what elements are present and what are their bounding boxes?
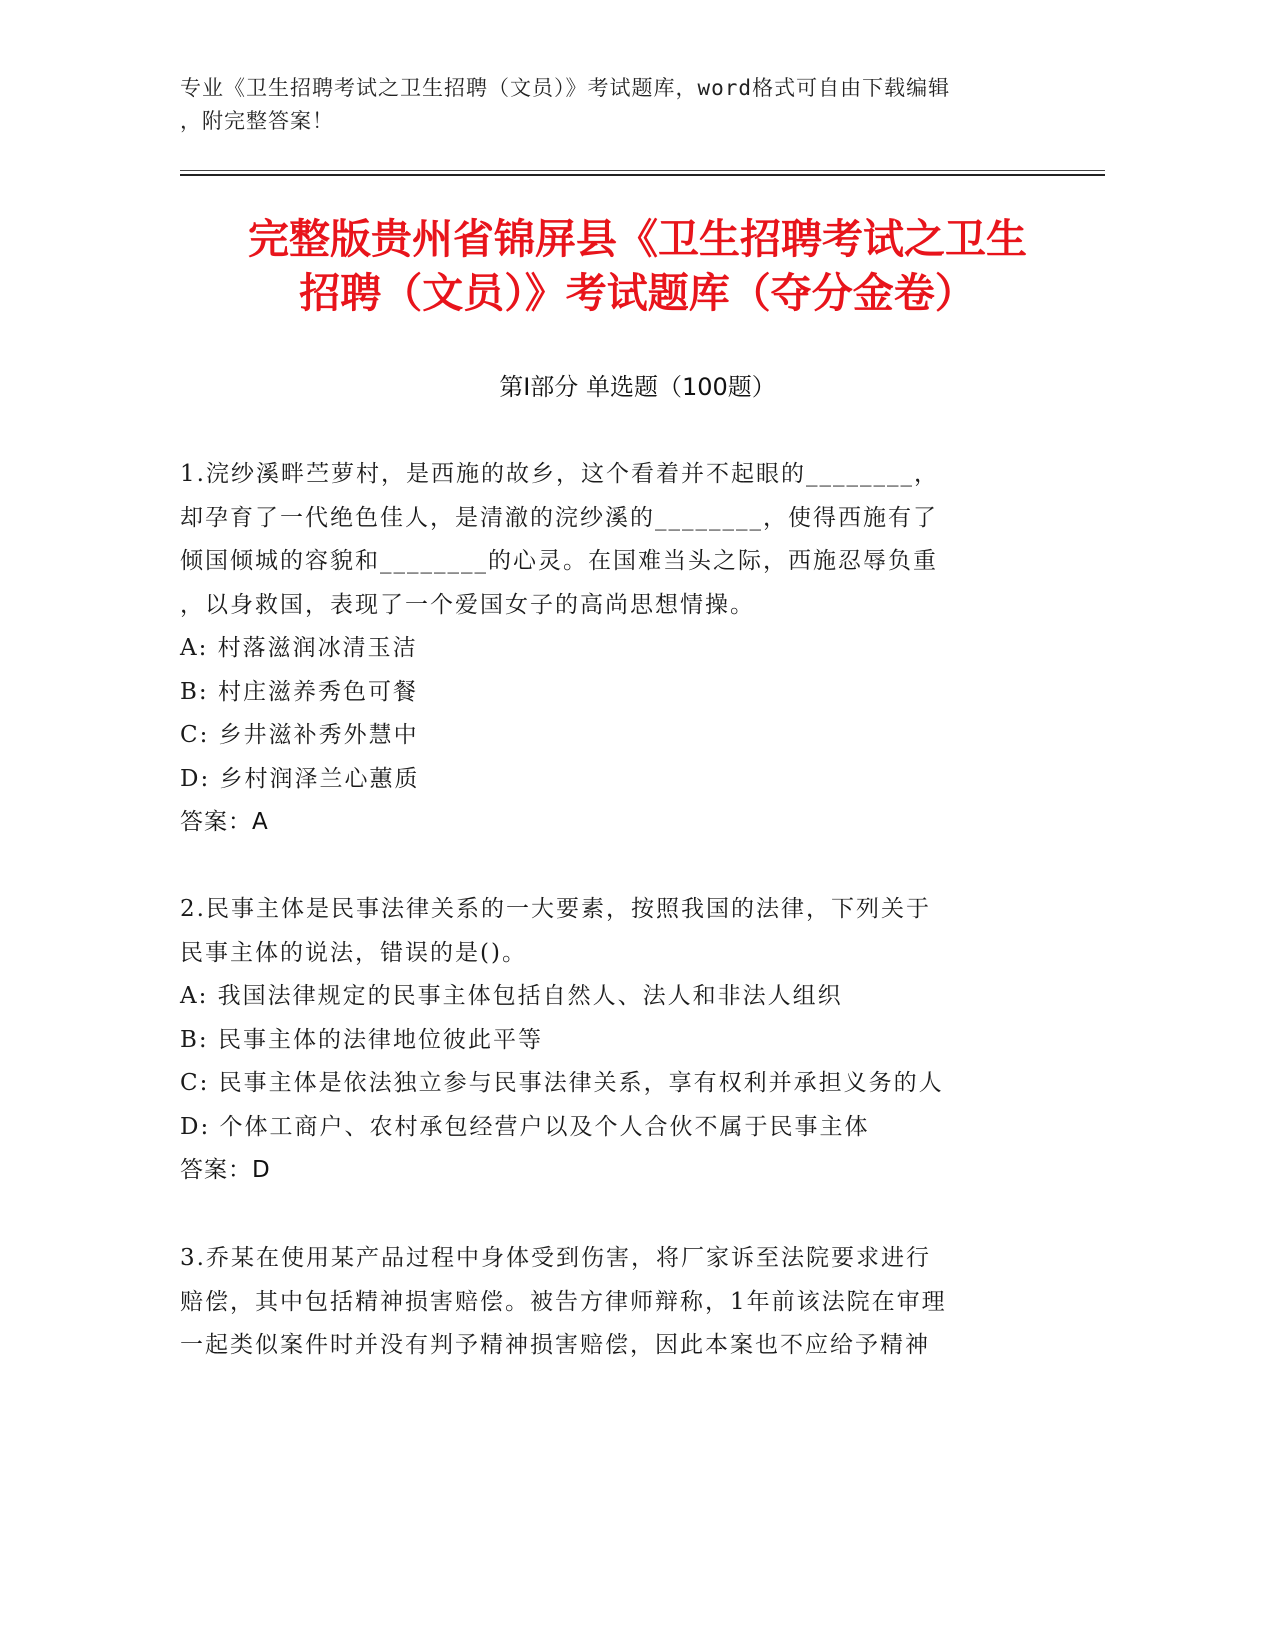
option-c: C: 民事主体是依法独立参与民事法律关系，享有权利并承担义务的人	[180, 1070, 944, 1096]
option-b: B: 民事主体的法律地位彼此平等	[180, 1026, 543, 1053]
question-1	[180, 453, 1050, 845]
question-stem-line: ，以身救国，表现了一个爱国女子的高尚思想情操。	[180, 591, 755, 618]
header-note-line: ，附完整答案！	[180, 109, 334, 133]
question-stem-line: 赔偿，其中包括精神损害赔偿。被告方律师辩称，1年前该法院在审理	[180, 1288, 947, 1315]
header-note-line: 专业《卫生招聘考试之卫生招聘（文员）》考试题库，word格式可自由下载编辑	[180, 76, 951, 100]
option-d: D: 乡村润泽兰心蕙质	[180, 765, 420, 792]
option-d: D: 个体工商户、农村承包经营户以及个人合伙不属于民事主体	[180, 1113, 870, 1140]
title-line: 招聘（文员）》考试题库（夺分金卷）	[299, 269, 976, 317]
answer-line: 答案：D	[180, 1157, 271, 1183]
title-line: 完整版贵州省锦屏县《卫生招聘考试之卫生	[248, 215, 1027, 263]
section-heading: 第Ⅰ部分 单选题（100题）	[499, 373, 776, 401]
option-a: A: 我国法律规定的民事主体包括自然人、法人和非法人组织	[180, 983, 843, 1009]
question-stem-line: 3.乔某在使用某产品过程中身体受到伤害，将厂家诉至法院要求进行	[180, 1245, 931, 1271]
question-stem-line: 2.民事主体是民事法律关系的一大要素，按照我国的法律，下列关于	[180, 896, 931, 922]
answer-line: 答案：A	[180, 809, 269, 835]
question-stem-line: 却孕育了一代绝色佳人，是清澈的浣纱溪的________，使得西施有了	[180, 504, 938, 531]
question-stem-line: 民事主体的说法，错误的是()。	[180, 939, 527, 966]
header-note	[180, 72, 1060, 138]
question-stem-line: 1.浣纱溪畔苎萝村，是西施的故乡，这个看着并不起眼的________，	[180, 461, 939, 487]
option-c: C: 乡井滋补秀外慧中	[180, 722, 419, 748]
option-b: B: 村庄滋养秀色可餐	[180, 678, 418, 705]
document-title	[150, 212, 1125, 320]
question-3	[180, 1237, 1050, 1368]
option-a: A: 村落滋润冰清玉洁	[180, 635, 418, 661]
question-stem-line: 一起类似案件时并没有判予精神损害赔偿，因此本案也不应给予精神	[180, 1332, 930, 1358]
header-divider-thin	[180, 170, 1105, 171]
header-divider-thick	[180, 174, 1105, 176]
question-2	[180, 888, 1050, 1193]
question-stem-line: 倾国倾城的容貌和________的心灵。在国难当头之际，西施忍辱负重	[180, 548, 938, 574]
